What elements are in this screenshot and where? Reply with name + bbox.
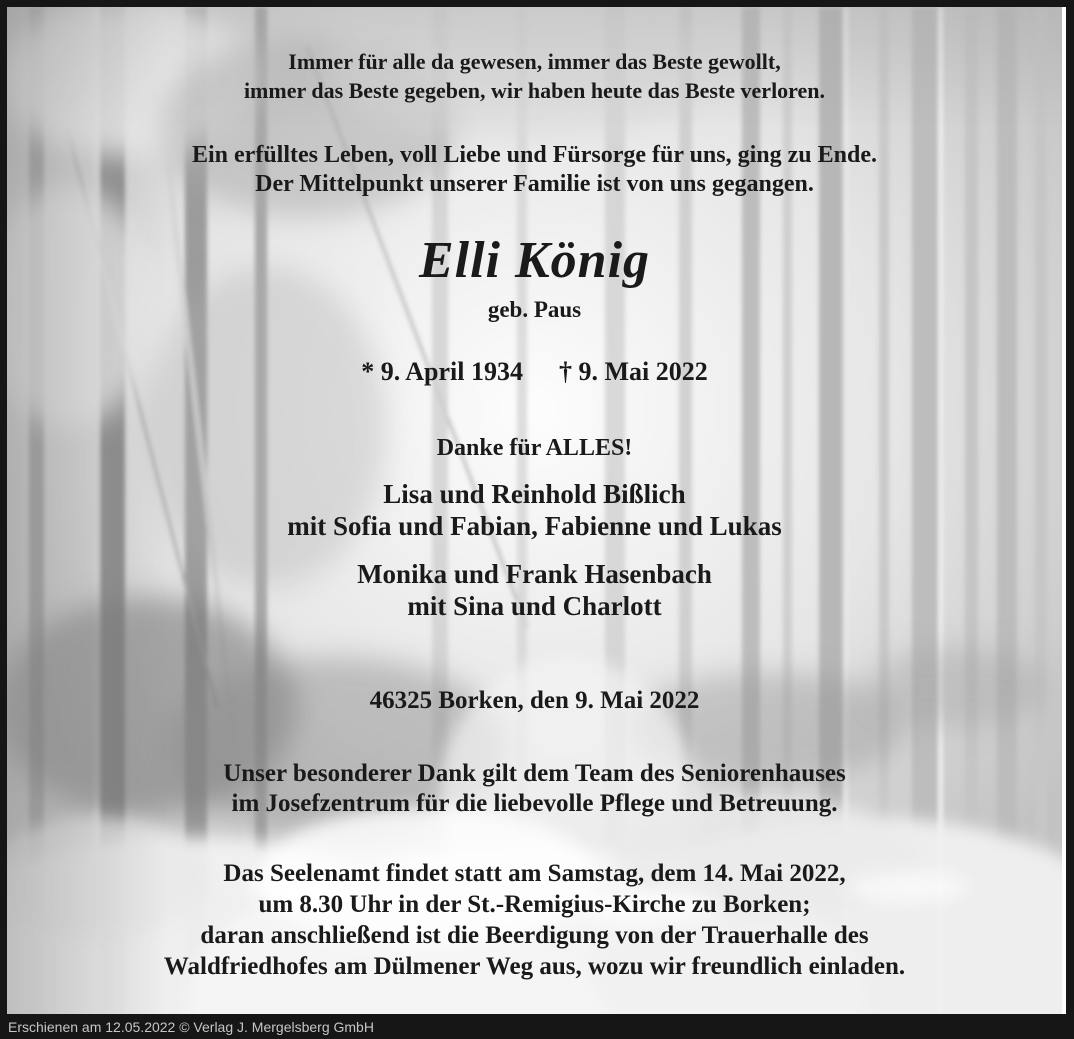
service-line-2: um 8.30 Uhr in der St.-Remigius-Kirche zu Borken; <box>258 891 811 918</box>
service-information <box>7 858 1062 982</box>
intro-line-2: Der Mittelpunkt unserer Familie ist von uns gegangen. <box>255 171 814 197</box>
publication-info: Erschienen am 12.05.2022 © Verlag J. Mergelsberg GmbH <box>8 1018 374 1035</box>
mourner-names: Lisa und Reinhold Bißlich <box>383 479 686 509</box>
birth-date: * 9. April 1934 <box>361 357 524 386</box>
service-line-3: daran anschließend ist die Beerdigung von der Trauerhalle des <box>200 922 869 949</box>
thanks-line: Danke für ALLES! <box>436 435 633 461</box>
mourner-group-2 <box>7 558 1062 622</box>
publication-footer <box>0 1014 1074 1039</box>
maiden-name: geb. Paus <box>487 297 582 322</box>
notice-content <box>7 7 1062 1014</box>
mourner-group-1 <box>7 478 1062 542</box>
mourner-children: mit Sina und Charlott <box>407 591 662 621</box>
deceased-name: Elli König <box>418 232 651 289</box>
life-dates <box>7 357 1062 387</box>
special-thanks-line-2: im Josefzentrum für die liebevolle Pflege und Betreuung. <box>231 790 838 817</box>
forest-photo <box>7 7 1066 1014</box>
service-line-4: Waldfriedhofes am Dülmener Weg aus, wozu wir freundlich einladen. <box>163 953 906 980</box>
special-thanks-line-1: Unser besonderer Dank gilt dem Team des Seniorenhauses <box>223 760 846 787</box>
service-line-1: Das Seelenamt findet statt am Samstag, dem 14. Mai 2022, <box>223 860 846 887</box>
special-thanks <box>7 759 1062 819</box>
place-and-date: 46325 Borken, den 9. Mai 2022 <box>369 687 700 714</box>
mourner-names: Monika und Frank Hasenbach <box>357 559 712 589</box>
intro-line-1: Ein erfülltes Leben, voll Liebe und Fürsorge für uns, ging zu Ende. <box>192 142 877 168</box>
intro-text <box>7 141 1062 199</box>
mourner-children: mit Sofia und Fabian, Fabienne und Lukas <box>287 511 782 541</box>
epigraph <box>7 47 1062 105</box>
epigraph-line-1: Immer für alle da gewesen, immer das Beste gewollt, <box>288 49 781 74</box>
epigraph-line-2: immer das Beste gegeben, wir haben heute das Beste verloren. <box>243 78 826 103</box>
death-date: † 9. Mai 2022 <box>559 357 708 386</box>
